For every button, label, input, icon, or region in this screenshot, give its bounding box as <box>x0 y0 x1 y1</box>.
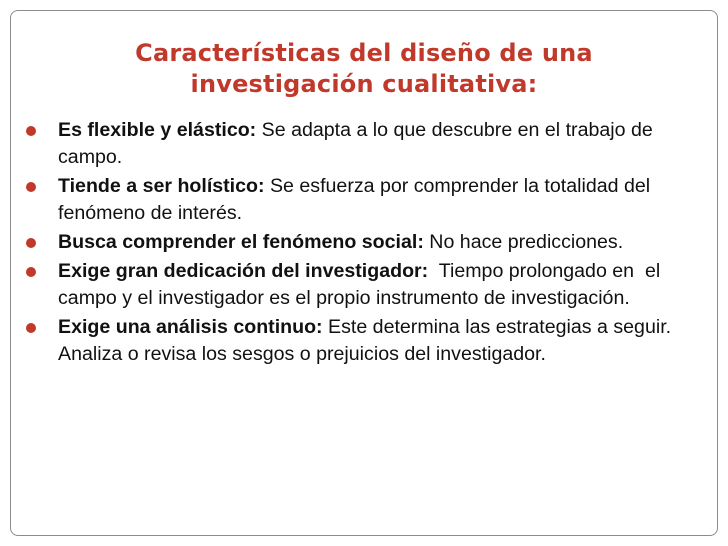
bullet-text: Este determina las estrategias a seguir. Analiza o revisa los sesgos o prejuicios del investigador. <box>58 316 672 365</box>
slide-title <box>60 38 668 100</box>
bullet-lead: Exige gran dedicación del investigador: <box>58 260 429 282</box>
circle-bullet-icon <box>26 238 36 248</box>
bullet-lead: Es flexible y elástico: <box>58 119 257 141</box>
bullet-text: Se esfuerza por comprender la totalidad del fenómeno de interés. <box>58 175 651 224</box>
circle-bullet-icon <box>26 182 36 192</box>
bullet-text: Tiempo prolongado en el campo y el investigador es el propio instrumento de investigación. <box>58 260 666 309</box>
bullet-item <box>22 258 694 312</box>
bullet-item <box>22 314 694 368</box>
circle-bullet-icon <box>26 126 36 136</box>
circle-bullet-icon <box>26 267 36 277</box>
slide-title-line-2: investigación cualitativa: <box>190 70 538 98</box>
bullet-text: Se adapta a lo que descubre en el trabajo de campo. <box>58 119 653 168</box>
bullet-list <box>22 117 694 370</box>
bullet-lead: Tiende a ser holístico: <box>58 175 265 197</box>
bullet-item <box>22 173 694 227</box>
bullet-lead: Exige una análisis continuo: <box>58 316 323 338</box>
bullet-lead: Busca comprender el fenómeno social: <box>58 231 424 253</box>
bullet-text: No hace predicciones. <box>423 231 624 253</box>
bullet-item <box>22 229 694 256</box>
circle-bullet-icon <box>26 323 36 333</box>
bullet-item <box>22 117 694 171</box>
slide-title-line-1: Características del diseño de una <box>135 39 593 67</box>
